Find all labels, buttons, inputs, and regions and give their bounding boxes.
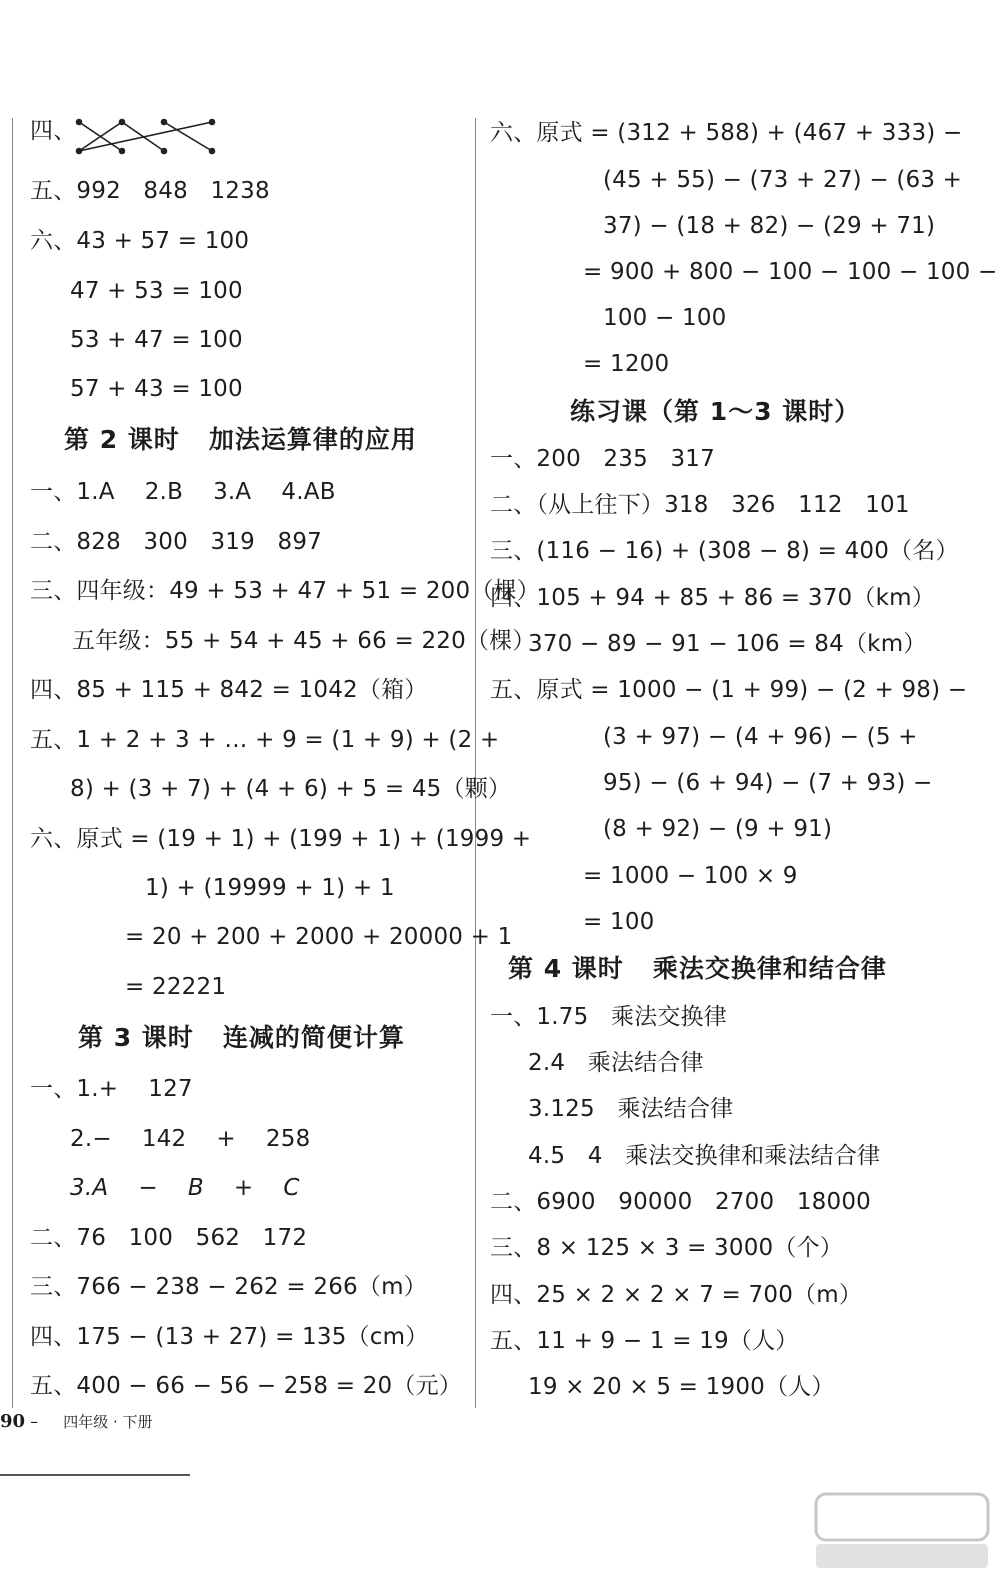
answer-line: 四、85 + 115 + 842 = 1042（箱） <box>30 677 428 703</box>
answer-line: 五、11 + 9 − 1 = 19（人） <box>490 1328 799 1354</box>
answer-line: (8 + 92) − (9 + 91) <box>603 816 833 842</box>
answer-line: 五、992 848 1238 <box>30 178 270 204</box>
answer-line: 六、原式 = (19 + 1) + (199 + 1) + (1999 + <box>30 826 532 852</box>
column-divider <box>475 118 476 1408</box>
footer-rule <box>0 1474 190 1476</box>
answer-line: 三、四年级：49 + 53 + 47 + 51 = 200（棵） <box>30 578 540 604</box>
answer-line: 二、（从上往下）318 326 112 101 <box>490 492 910 518</box>
answer-line: 二、76 100 562 172 <box>30 1225 308 1251</box>
footer-dash: – <box>30 1412 39 1431</box>
answer-line: 1) + (19999 + 1) + 1 <box>145 875 395 901</box>
answer-line: 六、原式 = (312 + 588) + (467 + 333) − <box>490 120 963 146</box>
answer-line: = 20 + 200 + 2000 + 20000 + 1 <box>125 924 513 950</box>
answer-line: 19 × 20 × 5 = 1900（人） <box>528 1374 835 1400</box>
answer-line: = 100 <box>583 909 655 935</box>
page-footer <box>0 1410 153 1434</box>
answer-line: = 22221 <box>125 974 227 1000</box>
answer-line: 一、200 235 317 <box>490 446 715 472</box>
section-title-lesson-2: 第 2 课时 加法运算律的应用 <box>64 425 417 454</box>
section-title-practice: 练习课（第 1～3 课时） <box>570 397 861 426</box>
answer-line: 2.4 乘法结合律 <box>528 1050 704 1076</box>
answer-line: 8) + (3 + 7) + (4 + 6) + 5 = 45（颗） <box>70 776 512 802</box>
section-title-lesson-4: 第 4 课时 乘法交换律和结合律 <box>508 954 887 983</box>
answer-line: 3.A − B + C <box>70 1175 300 1201</box>
answer-line: 三、(116 − 16) + (308 − 8) = 400（名） <box>490 538 959 564</box>
matching-lines-diagram <box>74 115 224 157</box>
answer-line: 53 + 47 = 100 <box>70 327 243 353</box>
answer-line: 四、175 − (13 + 27) = 135（cm） <box>30 1324 429 1350</box>
answer-line: 二、828 300 319 897 <box>30 529 322 555</box>
matching-question-label: 四、 <box>30 118 77 144</box>
answer-line: 五、原式 = 1000 − (1 + 99) − (2 + 98) − <box>490 677 968 703</box>
answer-line: 五、400 − 66 − 56 − 258 = 20（元） <box>30 1373 462 1399</box>
answer-line: 三、8 × 125 × 3 = 3000（个） <box>490 1235 843 1261</box>
answer-line: 三、766 − 238 − 262 = 266（m） <box>30 1274 427 1300</box>
page-number: 90 <box>0 1411 26 1432</box>
answer-line: = 1000 − 100 × 9 <box>583 863 798 889</box>
answer-line: = 900 + 800 − 100 − 100 − 100 − <box>583 259 998 285</box>
answer-line: 一、1.A 2.B 3.A 4.AB <box>30 479 336 505</box>
answer-line: 四、25 × 2 × 2 × 7 = 700（m） <box>490 1282 863 1308</box>
answer-line: = 1200 <box>583 351 670 377</box>
answer-line: (3 + 97) − (4 + 96) − (5 + <box>603 724 918 750</box>
left-border-line <box>12 118 13 1408</box>
answer-line: 57 + 43 = 100 <box>70 376 243 402</box>
answer-line: 4.5 4 乘法交换律和乘法结合律 <box>528 1143 881 1169</box>
answer-line: 一、1.75 乘法交换律 <box>490 1004 727 1030</box>
answer-line: 100 − 100 <box>603 305 727 331</box>
book-label: 四年级 · 下册 <box>63 1413 153 1431</box>
answer-line: 二、6900 90000 2700 18000 <box>490 1189 871 1215</box>
answer-line: 一、1.+ 127 <box>30 1076 193 1102</box>
answer-line: 六、43 + 57 = 100 <box>30 228 250 254</box>
answer-line: 95) − (6 + 94) − (7 + 93) − <box>603 770 933 796</box>
answer-line: (45 + 55) − (73 + 27) − (63 + <box>603 167 963 193</box>
answer-line: 3.125 乘法结合律 <box>528 1096 734 1122</box>
watermark-logo <box>810 1488 995 1573</box>
answer-line: 2.− 142 + 258 <box>70 1126 311 1152</box>
section-title-lesson-3: 第 3 课时 连减的简便计算 <box>78 1023 405 1052</box>
answer-line: 370 − 89 − 91 − 106 = 84（km） <box>528 631 927 657</box>
answer-line: 五年级：55 + 54 + 45 + 66 = 220（棵） <box>72 628 536 654</box>
answer-line: 47 + 53 = 100 <box>70 278 243 304</box>
answer-line: 37) − (18 + 82) − (29 + 71) <box>603 213 936 239</box>
answer-line: 四、105 + 94 + 85 + 86 = 370（km） <box>490 585 935 611</box>
answer-line: 五、1 + 2 + 3 + … + 9 = (1 + 9) + (2 + <box>30 727 500 753</box>
